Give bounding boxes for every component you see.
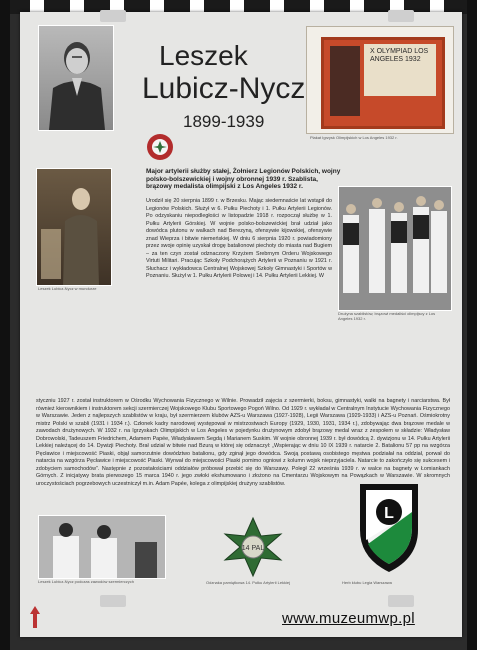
memorial-emblem-icon (145, 132, 175, 162)
fencing-team-photo (338, 186, 452, 311)
display-frame-left (0, 0, 10, 650)
panel-clip (100, 10, 126, 22)
seated-officer-photo (36, 168, 112, 286)
panel-clip (388, 595, 414, 607)
museum-logo-icon (28, 604, 42, 632)
regiment-badge-icon (218, 516, 288, 578)
poster-text: X OLYMPIAD LOS ANGELES 1932 (370, 48, 429, 63)
fencing-team-caption: Drużyna szablistów, brązowi medaliści olimpijscy z Los Angeles 1932 r. (338, 311, 436, 321)
badge-text: 14 PAL (241, 545, 265, 552)
headline-text: Major artylerii służby stałej, Żołnierz Legionów Polskich, wojny polsko-bolszewickiej i wojny obronnej 1939 r. Szablista, brązowy medalista olimpijski z Los Angeles 1932 r. (146, 168, 341, 191)
legia-crest-icon (354, 478, 424, 576)
legia-letter: L (384, 505, 394, 522)
poster-caption: Plakat Igrzysk Olimpijskich w Los Angeles 1932 r. (310, 135, 398, 140)
biography-full: styczniu 1927 r. został instruktorem w Ośrodku Wychowania Fizycznego w Wilnie. Prowadził zajęcia z szermierki, boksu, gimnastyki, walki na bagnety i narciarstwa. Był również kierownikiem i instruktorem sekcji szermierczej Wojskowego Klubu Sportowego Pogoń Wilno. Od 1929 r. wykładał w Centralnym Instytucie Wychowania Fizycznego w Warszawie. Jeden z najlepszych szablistów w kraju, był szermierzem klubów AZS-u Warszawa (1927-1928), Legii Warszawa (1929-1933) i AZS-u Poznań. Ośmiokrotny mistrz Polski w szabli (1931 i 1934 r.). Członek kadry narodowej występował w mistrzostwach Europy (1929, 1930, 1931, 1934 r.), zdobywając dwa brązowe medale w zawodach drużynowych. W 1932 r. na Igrzyskach Olimpijskich w Los Angeles w pojedynku drużynowym zdobył brązowy medal wraz z zespołem w składzie: Władysław Dobrowolski, Tadeuszem Friedrichem, Adamem Papée, Władysławem Segdą i Marianem Suskim. W wojnie obronnej 1939 r. był dowódcą 2. dywizjonu w 14. Pułku Artylerii Lekkiej należącej do 14. Dywizji Piechoty. Brał udział w bitwie nad Bzurą w której się odznaczył: „Wspierając w dniu 10 IX 1939 r. natarcie 2. Batalionu 57 pp na wzgórza Pęcławice i miejscowość Piaski, objął samorzutnie dowództwo batalionu, gdy zginął jego dowódca. Swoją postawą osobistego męstwa podziałał na oddział, porwał do natarcia na wzgórza Pęcławice i miejscowość Piaski. Wyrwał do miejscowości Piaski pomimo ogniowi z kolumn wojsk nieprzyjaciela. Natarcie to zakończyło się sukcesem i zdobyciem samochodów”. Następnie z pozostałościami oddziałów próbował przebić się do Warszawy. Poległ 22 września 1939 r. w walce na bagnety w Łomiankach Górnych. Z inicjatywy brata pierwszego 15 marca 1940 r. jego zwłoki ekshumowano i złożono na Cmentarzu Wojskowym na Powązkach w Warszawie. W skromnych uroczystościach pogrzebowych uczestniczył m.in. Adam Papée, kolega z olimpijskiej drużyny szablistów. (36, 398, 450, 488)
museum-website-link[interactable]: www.muzeumwp.pl (282, 610, 415, 627)
seated-photo-caption: Leszek Lubicz-Nycz w mundurze (38, 286, 97, 291)
olympic-poster (306, 26, 454, 134)
fencers-photo-caption: Leszek Lubicz-Nycz podczas zawodów szermierczych (38, 579, 135, 584)
badge-caption: Odznaka pamiątkowa 14. Pułku Artylerii Lekkiej (206, 580, 291, 585)
fencers-photo (38, 515, 166, 579)
panel-clip (100, 595, 126, 607)
biography-column: Urodził się 20 sierpnia 1899 r. w Brzesku. Mając siedemnaście lat wstąpił do Legionów Polskich. Służył w 6. Pułku Piechoty i 1. Pułku Artylerii Legionów. Po odzyskaniu niepodległości w listopadzie 1918 r. rozpoczął służbę w 1. Pułku Artylerii Górskiej. W wojnie polsko-bolszewickiej brał udział jako dowódca plutonu w walkach nad Berezyną, ofensywie kijowskiej, ofensywie znad Wieprza i bitwie niemeńskiej. W dniu 6 sierpnia 1920 r. powiadomiony przez swoje opinię uzyskał drogę batalionowi piechoty do miasta nad Bugiem – za ten czyn został odznaczony Krzyżem Srebrnym Orderu Wojskowego Virtuti Militari. Pracując Szkoły Podchorążych Artylerii w Poznaniu w 1921 r. Słuchacz i wykładowca Centralnej Wojskowej Szkoły Gimnastyki i Sportów w Poznaniu. Służył w 1. Pułku Artylerii Polowej i 14. Pułku Artylerii Lekkiej. W (146, 198, 332, 280)
panel-clip (388, 10, 414, 22)
display-frame-right (467, 0, 477, 650)
exhibition-panel (20, 12, 462, 637)
life-dates: 1899-1939 (183, 112, 265, 131)
legia-caption: Herb klubu Legia Warszawa (342, 580, 392, 585)
first-name: Leszek (159, 40, 248, 71)
portrait-photo (38, 25, 114, 131)
last-name: Lubicz-Nycz (142, 72, 306, 105)
